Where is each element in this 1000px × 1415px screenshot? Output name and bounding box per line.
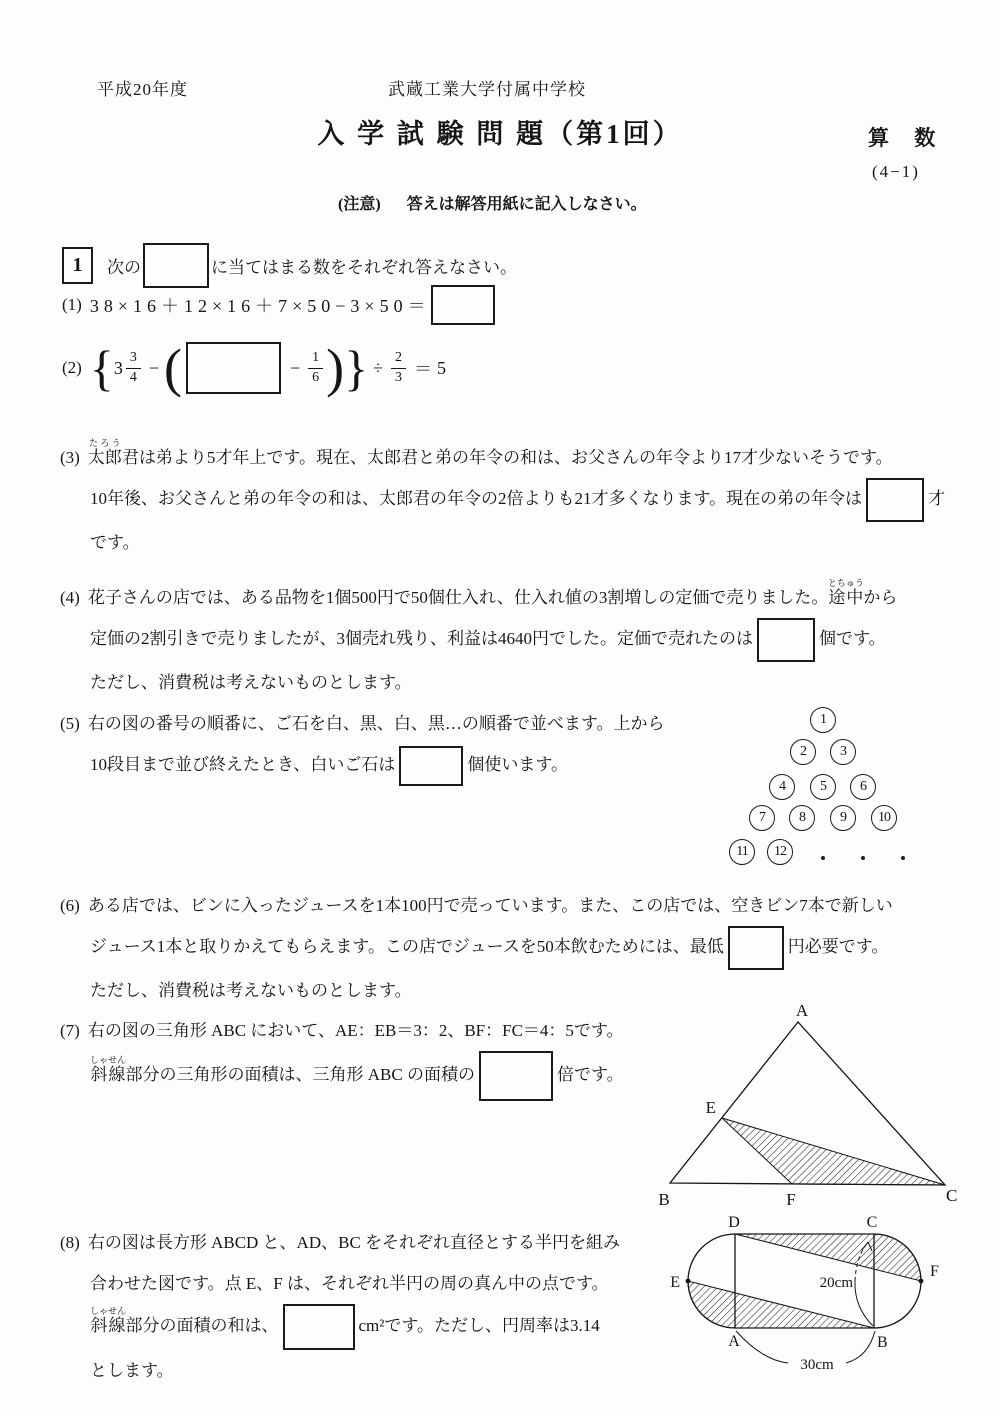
height-dimension-label: 20cm [819,1275,853,1291]
circled-number: 12 [767,839,793,865]
problem-1-number: 1 [62,247,93,284]
circled-number: 7 [749,805,775,831]
question-3-line-1: (3) 太郎たろう君は弟より5才年上です。現在、太郎君と弟の年令の和は、お父さんの年令より17才少ないそうです。 [60,438,893,467]
circled-number: 4 [769,774,795,800]
width-dimension-arc [846,1331,875,1363]
circled-number: 8 [789,805,815,831]
point-label-f: F [930,1263,939,1280]
question-3 [60,437,965,563]
vertex-label-a: A [795,1001,809,1020]
subject-name: 算 数 [868,126,946,150]
question-4 [60,577,965,703]
answer-box-1 [431,285,495,325]
answer-box-7 [479,1051,553,1101]
mixed-whole: 3 [113,357,123,378]
left-brace: { [89,340,114,396]
question-2 [62,338,446,398]
circled-number: 1 [810,707,836,733]
minus-sign-2: − [289,357,301,378]
fraction-1-6: $\frac{1}{6}$ [308,350,323,385]
ruby-shasen-2: 斜線しゃせん [90,1305,127,1335]
circled-number: 3 [830,739,856,765]
question-7-line-1: (7) 右の図の三角形 ABC において、AE：EB＝3：2、BF：FC＝4：5です。 [60,1021,624,1040]
point-f-dot [919,1279,924,1284]
question-8-label: (8) [60,1233,80,1252]
question-6-line-3: ただし、消費税は考えないものとします。 [90,981,412,1001]
question-2-label: (2) [62,358,82,377]
question-1-expression: 38×16＋12×16＋7×50−3×50＝ [89,296,431,316]
rectangle-semicircles-figure [650,1213,990,1388]
divide-sign: ÷ [373,357,383,378]
ruby-taro: 太郎たろう [87,438,122,467]
width-dimension-label: 30cm [800,1357,834,1373]
equals-sign: ＝ [414,359,432,379]
school-year: 平成20年度 [97,80,188,99]
fraction-2-3: $\frac{2}{3}$ [391,350,406,385]
answer-box-8 [283,1304,355,1350]
question-6-label: (6) [60,896,80,915]
circled-number: 9 [830,805,856,831]
answer-box-6 [728,926,784,970]
vertex-label-b: B [658,1190,670,1209]
question-7-label: (7) [60,1021,80,1040]
point-e-dot [686,1279,691,1284]
point-label-e: E [670,1274,680,1291]
shaded-triangle-EFC [722,1118,945,1185]
vertex-label-d: D [728,1214,740,1231]
ruby-tochuu: 途中とちゅう [827,578,864,607]
circled-number: 2 [790,739,816,765]
shaded-region-DCF [735,1234,921,1281]
question-4-line-1: (4) 花子さんの店では、ある品物を1個500円で50個仕入れ、仕入れ値の3割増しの定価で売りました。途中とちゅうから [60,578,898,607]
question-6-line-1: (6) ある店では、ビンに入ったジュースを1本100円で売っています。また、この店では、空きビン7本で新しい [60,896,893,915]
left-paren: ( [163,338,182,398]
height-dimension-arc [855,1281,873,1326]
answer-box-4 [757,618,815,662]
notice-label: (注意) [338,196,381,213]
question-7 [60,1010,680,1101]
width-dimension-arc [736,1331,788,1363]
problem-1-intro-after: に当てはまる数をそれぞれ答えなさい。 [211,257,517,277]
question-4-line-3: ただし、消費税は考えないものとします。 [90,673,412,693]
school-name: 武蔵工業大学付属中学校 [388,80,586,99]
circled-number: 11 [729,839,755,865]
question-1-label: (1) [62,295,82,314]
vertex-label-a: A [728,1333,740,1350]
right-brace: } [344,340,369,396]
answer-box-2 [186,342,281,394]
question-8-line-4: とします。 [90,1361,174,1380]
question-8-line-1: (8) 右の図は長方形 ABCD と、AD、BC をそれぞれ直径とする半円を組み [60,1233,621,1252]
vertex-label-b: B [877,1334,888,1351]
continuation-dot [901,856,905,860]
question-5-label: (5) [60,714,80,733]
continuation-dot [821,856,825,860]
circled-number: 10 [871,805,897,831]
question-3-line-3: です。 [90,533,140,553]
question-1 [62,282,499,328]
vertex-label-c: C [946,1186,958,1205]
question-4-line-2: 定価の2割引きで売りましたが、3個売れ残り、利益は4640円でした。定価で売れたのは 個です。 [90,618,965,662]
question-8-line-3: 斜線しゃせん部分の面積の和は、 cm²です。ただし、円周率は3.14 [90,1304,680,1350]
problem-1-intro-before: 次の [107,257,141,277]
continuation-dot [861,856,865,860]
question-3-line-2: 10年後、お父さんと弟の年令の和は、太郎君の年令の2倍よりも21才多くなります。現在の弟の年令は 才 [90,478,965,522]
question-5-line-2: 10段目まで並び終えたとき、白いご石は 個使います。 [90,744,965,786]
notice-text: 答えは解答用紙に記入しなさい。 [406,196,647,213]
question-7-line-2: 斜線しゃせん部分の三角形の面積は、三角形 ABC の面積の 倍です。 [90,1051,680,1101]
question-4-label: (4) [60,588,80,607]
question-3-label: (3) [60,448,80,467]
result-value: 5 [437,357,446,378]
question-8 [60,1222,680,1391]
right-paren: ) [326,338,345,398]
point-label-e: E [705,1098,716,1117]
circled-number: 6 [850,774,876,800]
question-6-line-2: ジュース1本と取りかえてもらえます。この店でジュースを50本飲むためには、最低 円必要です。 [90,926,965,970]
answer-box-5 [399,746,463,786]
notice-line [338,191,647,214]
exam-title: 入 学 試 験 問 題（第1回） [317,119,683,149]
minus-sign: − [148,357,159,378]
page-number: (4−1) [872,162,920,181]
vertex-label-c: C [866,1214,878,1231]
answer-box-3 [866,478,924,522]
blank-box [143,243,209,288]
question-6 [60,885,965,1011]
point-label-f: F [786,1190,796,1209]
triangle-figure [650,1000,970,1215]
fraction-3-4: $\frac{3}{4}$ [126,350,141,385]
question-5-line-1: (5) 右の図の番号の順番に、ご石を白、黒、白、黒…の順番で並べます。上から [60,714,665,733]
question-8-line-2: 合わせた図です。点 E、F は、それぞれ半円の周の真ん中の点です。 [90,1274,609,1293]
ruby-shasen: 斜線しゃせん [90,1054,127,1084]
circled-number: 5 [810,774,836,800]
